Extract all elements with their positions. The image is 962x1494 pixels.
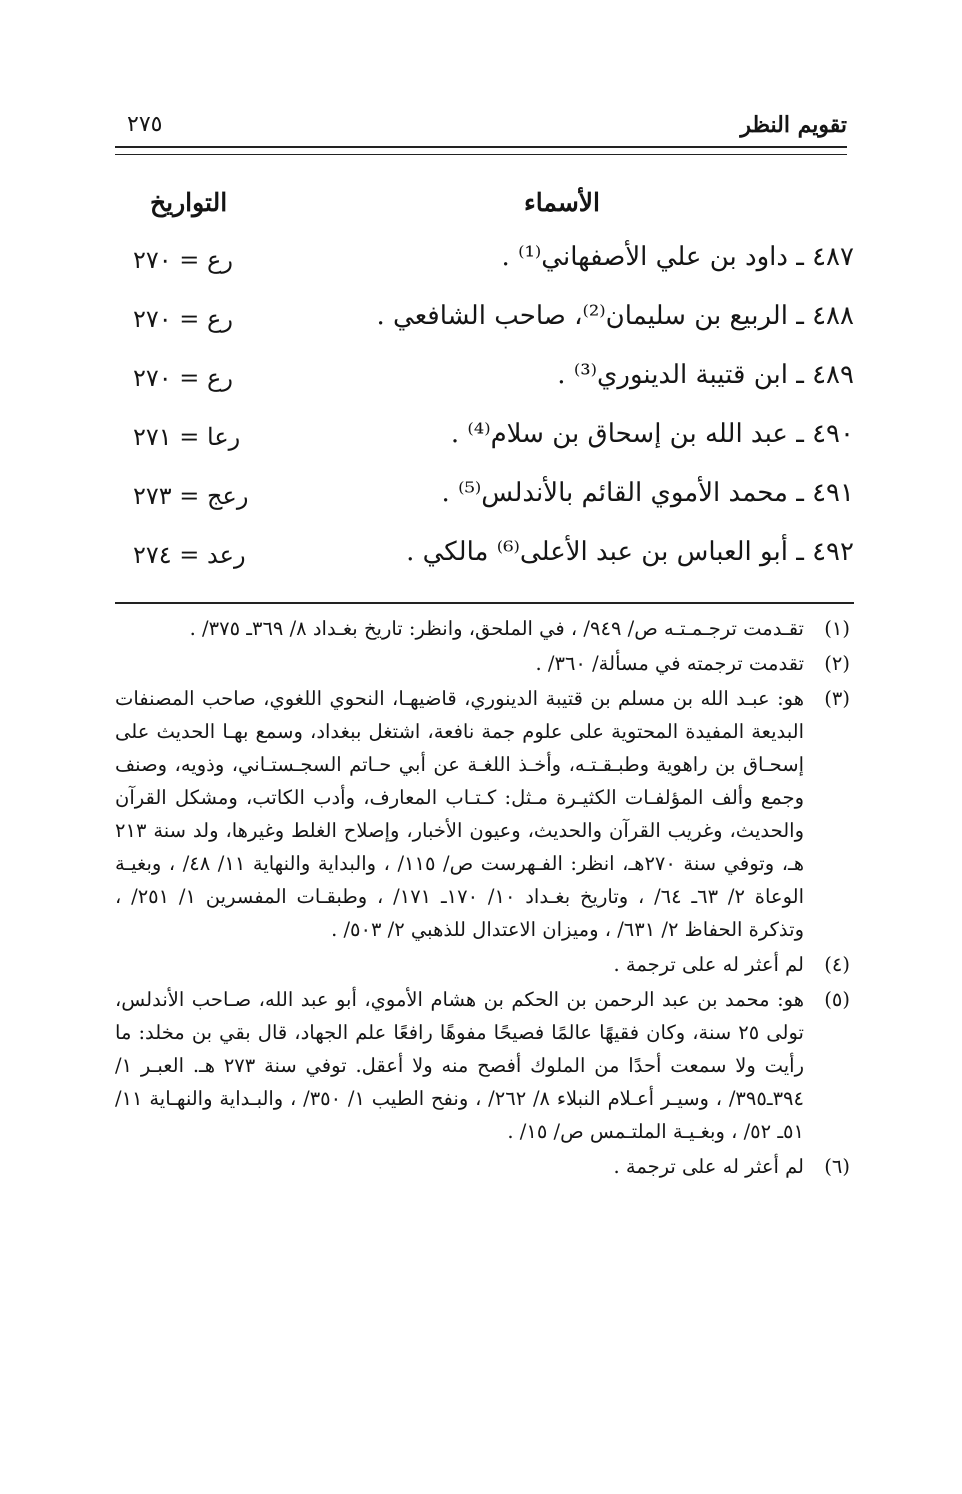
entry-date: رع = ٢٧٠: [133, 364, 233, 392]
dates-column-heading: التواريخ: [150, 188, 228, 217]
entry-row: [115, 354, 854, 413]
entry-name: ٤٨٧ ـ داود بن علي الأصفهاني⁽¹⁾ .: [501, 242, 854, 272]
footnote-text: تقدمت ترجمته في مسألة/ ٣٦٠/ .: [535, 652, 804, 675]
entry-row: [115, 531, 854, 590]
footnote-number: (٦): [824, 1155, 850, 1178]
entry-name: ٤٨٨ ـ الربيع بن سليمان⁽²⁾، صاحب الشافعي .: [376, 301, 854, 331]
entry-date: رعد = ٢٧٤: [133, 541, 246, 569]
entries-list: [115, 236, 854, 590]
footnote: [115, 948, 850, 981]
page-number: ٢٧٥: [127, 112, 163, 137]
entry-date: رعج = ٢٧٣: [133, 482, 249, 510]
footnote-text: هو: عبـد الله بن مسلم بن قتيبة الدينوري، قاضيهـا، النحوي اللغوي، صاحب المصنفات البديعة المفيدة المحتوية على علوم جمة نافعة، اشتغل ببغداد، وسمع بهـا الحديث على إسحـاق بن راهوية وطبـقـتـه، وأخـذ اللغـة عن أبي حـاتم السجـستـاني، وذويه، وصنف وجمع وألف المؤلفـات الكثيـرة مـثل: كـتـاب المعارف، وأدب الكاتب، ومشكل القرآن والحديث، وغريب القرآن والحديث، وعيون الأخبار، وإصلاح الغلط وغيرها، ولد سنة ٢١٣ هـ، وتوفي سنة ٢٧٠هـ، انظر: الفـهرست ص/ ١١٥/ ، والبداية والنهاية ١١/ ٤٨/ ، وبغيـة الوعاة ٢/ ٦٣ـ ٦٤/ ، وتاريخ بغـداد ١٠/ ١٧٠ـ ١٧١/ ، وطبقـات المفسرين ١/ ٢٥١/ ، وتذكرة الحفاظ ٢/ ٦٣١/ ، وميزان الاعتدال للذهبي ٢/ ٥٠٣/ .: [115, 687, 805, 941]
names-column-heading: الأسماء: [524, 188, 600, 217]
footnote-number: (٢): [824, 652, 850, 675]
footnote: [115, 983, 850, 1148]
footnote: [115, 612, 850, 645]
header-rule: [115, 146, 847, 155]
entry-row: [115, 236, 854, 295]
footnote-text: لم أعثر له على ترجمة .: [613, 1155, 804, 1178]
entry-row: [115, 413, 854, 472]
entry-name: ٤٨٩ ـ ابن قتيبة الدينوري⁽³⁾ .: [557, 360, 854, 390]
footnote: [115, 682, 850, 946]
running-header: [115, 112, 847, 146]
footnote-number: (٣): [824, 687, 850, 710]
entry-name: ٤٩٠ ـ عبد الله بن إسحاق بن سلام⁽⁴⁾ .: [450, 419, 854, 449]
footnote-number: (٥): [824, 988, 850, 1011]
entry-row: [115, 295, 854, 354]
entry-name: ٤٩١ ـ محمد الأموي القائم بالأندلس⁽⁵⁾ .: [441, 478, 854, 508]
footnote-rule: [115, 602, 854, 604]
footnote-text: لم أعثر له على ترجمة .: [613, 953, 804, 976]
footnote: [115, 647, 850, 680]
entry-date: رعا = ٢٧١: [133, 423, 241, 451]
footnote-text: هو: محمد بن عبد الرحمن بن الحكم بن هشام الأموي، أبو عبد الله، صـاحب الأندلس، تولى ٢٥ سنة، وكان فقيهًا عالمًا فصيحًا مفوهًا رافعًا علم الجهاد، قال بقي بن مخلد: ما رأيت ولا سمعت أحدًا من الملوك أفصح منه ولا أعقل. توفي سنة ٢٧٣ هـ. العبـر ١/ ٣٩٤ـ٣٩٥/ ، وسيـر أعـلام النبلاء ٨/ ٢٦٢/ ، ونفح الطيب ١/ ٣٥٠/ ، والبـداية والنهـاية ١١/ ٥١ـ ٥٢/ ، وبغـيـة الملتـمس ص/ ١٥/ .: [115, 988, 804, 1143]
footnote-number: (٤): [824, 953, 850, 976]
entry-name: ٤٩٢ ـ أبو العباس بن عبد الأعلى⁽⁶⁾ مالكي .: [406, 537, 854, 567]
entry-date: رع = ٢٧٠: [133, 305, 233, 333]
entry-row: [115, 472, 854, 531]
footnote-text: تقـدمت ترجـمـتـه ص/ ٩٤٩/ ، في الملحق، وانظر: تاريخ بغـداد ٨/ ٣٦٩ـ ٣٧٥/ .: [189, 617, 804, 640]
entry-date: رع = ٢٧٠: [133, 246, 233, 274]
footnotes: [115, 612, 850, 1185]
book-title: تقويم النظر: [740, 112, 847, 138]
footnote: [115, 1150, 850, 1183]
footnote-number: (١): [824, 617, 850, 640]
